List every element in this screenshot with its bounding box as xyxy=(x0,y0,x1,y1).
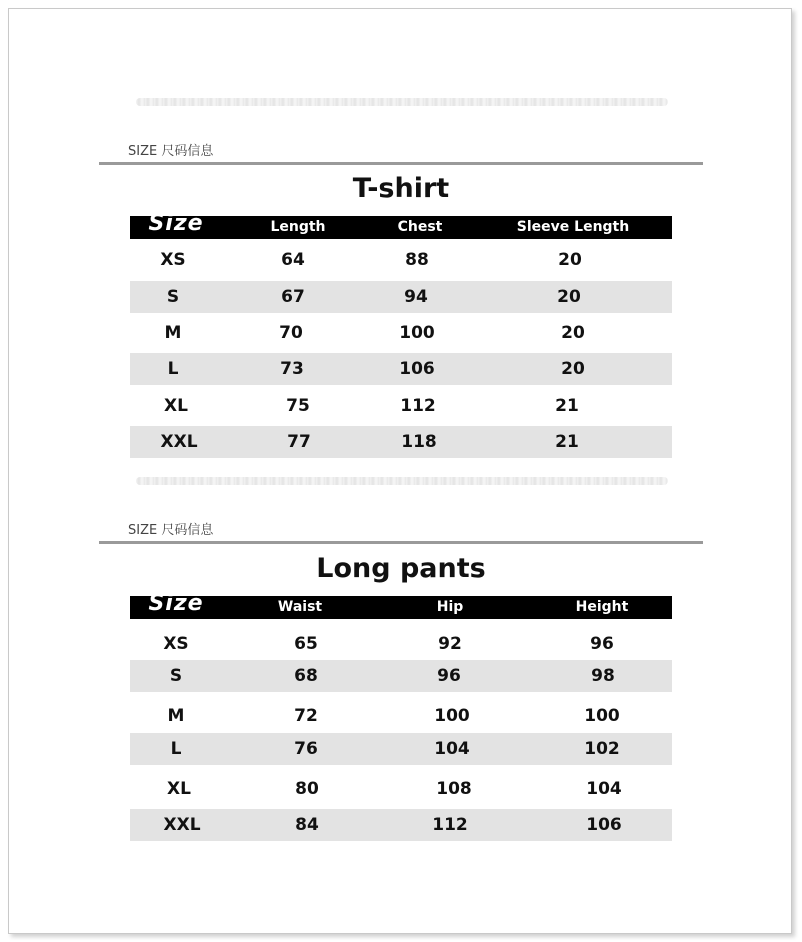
cell-size: M xyxy=(167,706,185,726)
header-sleeve-length: Sleeve Length xyxy=(516,219,630,235)
section-rule xyxy=(99,162,703,165)
table-row xyxy=(130,809,672,841)
table-row xyxy=(130,317,672,349)
table-row xyxy=(130,733,672,765)
table-row xyxy=(130,660,672,692)
table-row xyxy=(130,281,672,313)
cell-size: XL xyxy=(167,779,191,799)
cell-size: XS xyxy=(160,250,186,270)
cell-size: XXL xyxy=(163,815,201,835)
cell-waist: 68 xyxy=(294,666,318,686)
cell-length: 70 xyxy=(279,323,303,343)
section-label: SIZE 尺码信息 xyxy=(128,144,214,159)
cell-sleeve: 21 xyxy=(555,396,579,416)
cell-chest: 88 xyxy=(405,250,429,270)
cell-chest: 118 xyxy=(401,432,437,452)
section-rule xyxy=(99,541,703,544)
cell-waist: 72 xyxy=(294,706,318,726)
header-size: Size xyxy=(148,591,204,616)
cell-waist: 80 xyxy=(295,779,319,799)
cell-height: 96 xyxy=(590,634,614,654)
cell-size: L xyxy=(167,359,179,379)
cell-height: 102 xyxy=(584,739,620,759)
cell-size: XL xyxy=(164,396,188,416)
cell-size: XS xyxy=(163,634,189,654)
header-length: Length xyxy=(270,219,326,235)
cell-chest: 100 xyxy=(399,323,435,343)
table-row xyxy=(130,426,672,458)
cell-size: L xyxy=(170,739,182,759)
table-row xyxy=(130,390,672,422)
cell-height: 106 xyxy=(586,815,622,835)
tshirt-title: T-shirt xyxy=(352,173,450,204)
cell-sleeve: 21 xyxy=(555,432,579,452)
decorative-divider xyxy=(136,477,668,485)
cell-size: XXL xyxy=(160,432,198,452)
cell-height: 100 xyxy=(584,706,620,726)
pants-title: Long pants xyxy=(316,553,486,584)
cell-size: S xyxy=(169,666,183,686)
tshirt-header-row xyxy=(130,211,672,239)
cell-length: 75 xyxy=(286,396,310,416)
header-height: Height xyxy=(575,599,629,615)
header-size: Size xyxy=(148,211,204,236)
table-row xyxy=(130,628,672,660)
cell-waist: 65 xyxy=(294,634,318,654)
cell-waist: 76 xyxy=(294,739,318,759)
cell-length: 77 xyxy=(287,432,311,452)
cell-length: 64 xyxy=(281,250,305,270)
header-hip: Hip xyxy=(436,599,464,615)
cell-hip: 100 xyxy=(434,706,470,726)
cell-size: S xyxy=(166,287,180,307)
cell-chest: 94 xyxy=(404,287,428,307)
cell-hip: 112 xyxy=(432,815,468,835)
cell-sleeve: 20 xyxy=(561,359,585,379)
cell-length: 73 xyxy=(280,359,304,379)
table-row xyxy=(130,773,672,805)
cell-size: M xyxy=(164,323,182,343)
cell-chest: 112 xyxy=(400,396,436,416)
decorative-divider xyxy=(136,98,668,106)
cell-sleeve: 20 xyxy=(561,323,585,343)
cell-length: 67 xyxy=(281,287,305,307)
cell-hip: 92 xyxy=(438,634,462,654)
cell-hip: 96 xyxy=(437,666,461,686)
cell-height: 98 xyxy=(591,666,615,686)
table-row xyxy=(130,700,672,732)
cell-chest: 106 xyxy=(399,359,435,379)
table-row xyxy=(130,244,672,276)
table-row xyxy=(130,353,672,385)
cell-hip: 104 xyxy=(434,739,470,759)
cell-hip: 108 xyxy=(436,779,472,799)
pants-header-row xyxy=(130,591,672,619)
header-waist: Waist xyxy=(277,599,323,615)
cell-sleeve: 20 xyxy=(558,250,582,270)
cell-sleeve: 20 xyxy=(557,287,581,307)
header-chest: Chest xyxy=(397,219,443,235)
cell-height: 104 xyxy=(586,779,622,799)
section-label: SIZE 尺码信息 xyxy=(128,523,214,538)
cell-waist: 84 xyxy=(295,815,319,835)
